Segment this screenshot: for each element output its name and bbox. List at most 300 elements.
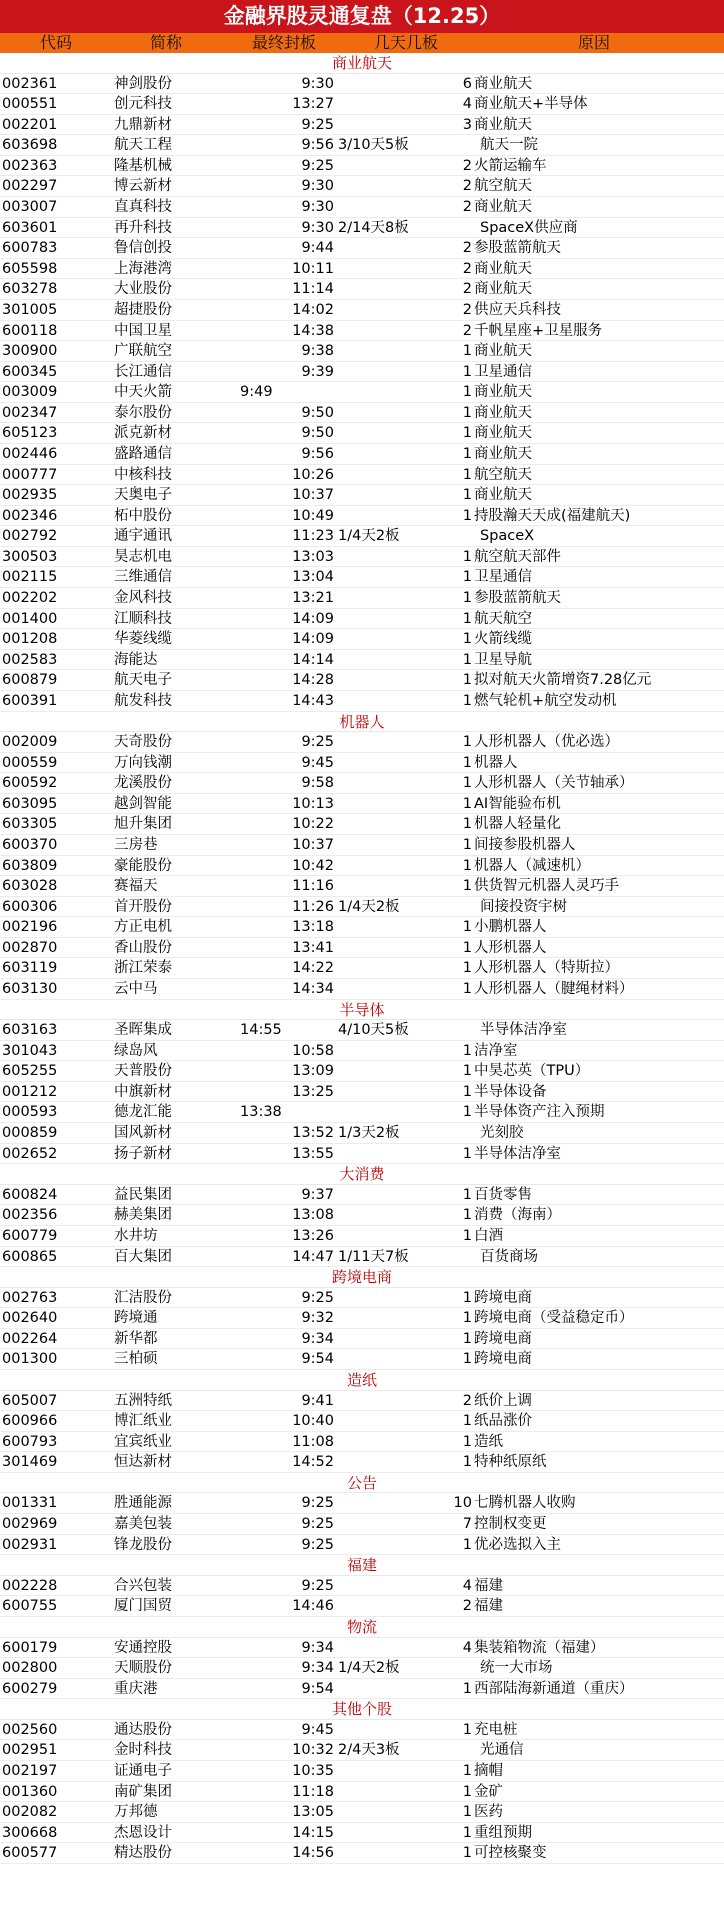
limit-up-time: 13:04 [292,569,334,586]
board-count: 3 [462,116,472,133]
stock-code: 600306 [2,898,58,915]
limit-up-time: 9:25 [301,1536,334,1553]
limit-up-time: 9:39 [301,363,334,380]
stock-code: 002446 [2,445,58,462]
stock-name: 豪能股份 [114,857,172,874]
limit-up-time: 10:42 [292,857,334,874]
table-row [0,1123,724,1144]
table-row [0,1843,724,1864]
stock-code: 603163 [2,1022,58,1039]
stock-code: 600345 [2,363,58,380]
board-count: 1 [462,1762,472,1779]
stock-name: 天奥电子 [114,487,172,504]
reason: 造纸 [474,1433,503,1450]
stock-code: 603698 [2,137,58,154]
reason: 持股瀚天天成(福建航天) [474,507,631,524]
reason: 半导体资产注入预期 [474,1104,605,1121]
stock-name: 百大集团 [114,1248,172,1265]
reason: 光通信 [480,1742,524,1759]
stock-code: 002009 [2,734,58,751]
stock-name: 精达股份 [114,1845,172,1862]
limit-up-time: 10:35 [292,1762,334,1779]
reason: 光刻胶 [480,1125,524,1142]
board-count: 6 [462,75,472,92]
table-row [0,897,724,918]
board-count: 1 [462,507,472,524]
stock-name: 恒达新材 [114,1454,172,1471]
board-count: 1 [462,445,472,462]
stock-name: 方正电机 [114,919,172,936]
limit-up-time: 10:32 [292,1742,334,1759]
board-count: 1 [462,816,472,833]
stock-code: 600966 [2,1413,58,1430]
reason: 金矿 [474,1783,503,1800]
table-row [0,382,724,403]
stock-name: 博云新材 [114,178,172,195]
stock-name: 三维通信 [114,569,172,586]
stock-code: 002196 [2,919,58,936]
stock-name: 通达股份 [114,1721,172,1738]
table-row [0,1349,724,1370]
table-row [0,1185,724,1206]
limit-up-time: 9:44 [301,240,334,257]
reason: 福建 [474,1598,503,1615]
board-count: 1 [462,631,472,648]
reason: AI智能验布机 [474,795,561,812]
stock-code: 002951 [2,1742,58,1759]
limit-up-time: 14:38 [292,322,334,339]
reason: 航空航天部件 [474,548,561,565]
stock-code: 002363 [2,157,58,174]
board-count: 1 [462,1783,472,1800]
reason: 跨境电商 [474,1351,532,1368]
limit-up-time: 9:25 [301,734,334,751]
reason: 火箭运输车 [474,157,547,174]
stock-name: 证通电子 [114,1762,172,1779]
table-row [0,156,724,177]
section-header: 大消费 [0,1164,724,1185]
table-row [0,238,724,259]
stock-name: 重庆港 [114,1680,158,1697]
stock-code: 600118 [2,322,58,339]
stock-code: 605255 [2,1063,58,1080]
stock-code: 002356 [2,1207,58,1224]
board-count: 1 [462,1063,472,1080]
table-row [0,1679,724,1700]
stock-code: 600179 [2,1639,58,1656]
stock-name: 德龙汇能 [114,1104,172,1121]
reason: 小鹏机器人 [474,919,547,936]
stock-name: 泰尔股份 [114,404,172,421]
board-count: 1 [462,1042,472,1059]
limit-up-time: 10:26 [292,466,334,483]
stock-name: 江顺科技 [114,610,172,627]
stock-code: 301005 [2,301,58,318]
limit-up-time: 9:25 [301,116,334,133]
stock-name: 旭升集团 [114,816,172,833]
board-count: 1 [462,1845,472,1862]
stock-code: 002800 [2,1660,58,1677]
reason: 航天航空 [474,610,532,627]
reason: 航空航天 [474,466,532,483]
reason: 参股蓝箭航天 [474,590,561,607]
reason: 航空航天 [474,178,532,195]
limit-up-time: 9:38 [301,343,334,360]
limit-up-time: 14:56 [292,1845,334,1862]
board-count: 2 [462,157,472,174]
board-count: 1 [462,1433,472,1450]
limit-up-time: 9:56 [301,137,334,154]
table-row [0,547,724,568]
board-count: 1 [462,1186,472,1203]
reason: 充电桩 [474,1721,518,1738]
stock-name: 杰恩设计 [114,1824,172,1841]
table-row [0,1596,724,1617]
stock-code: 605598 [2,260,58,277]
board-count: 2 [462,260,472,277]
stock-code: 600783 [2,240,58,257]
stock-code: 002560 [2,1721,58,1738]
stock-name: 创元科技 [114,96,172,113]
board-count: 1 [462,590,472,607]
board-count: 1 [462,404,472,421]
stock-name: 万邦德 [114,1804,158,1821]
reason: 商业航天 [474,384,532,401]
limit-up-time: 14:09 [292,610,334,627]
limit-up-time: 13:21 [292,590,334,607]
stock-code: 002361 [2,75,58,92]
stock-name: 柘中股份 [114,507,172,524]
table-row [0,629,724,650]
stock-name: 云中马 [114,981,158,998]
stock-name: 汇洁股份 [114,1289,172,1306]
board-count: 1 [462,692,472,709]
board-count: 1 [462,1824,472,1841]
table-row [0,1288,724,1309]
section-header: 半导体 [0,1000,724,1021]
table-row [0,1740,724,1761]
board-count: 1 [462,1330,472,1347]
table-row [0,1432,724,1453]
board-count: 1 [462,1454,472,1471]
table-row [0,1452,724,1473]
reason: 人形机器人（优必选） [474,734,619,751]
limit-up-time: 10:40 [292,1413,334,1430]
board-count: 1 [462,1536,472,1553]
reason: 消费（海南） [474,1207,561,1224]
table-row [0,259,724,280]
reason: 控制权变更 [474,1516,547,1533]
table-row [0,814,724,835]
stock-name: 派克新材 [114,425,172,442]
limit-up-time: 9:25 [301,1289,334,1306]
stock-name: 通宇通讯 [114,528,172,545]
reason: 医药 [474,1804,503,1821]
stock-code: 000859 [2,1125,58,1142]
reason: 西部陆海新通道（重庆） [474,1680,634,1697]
reason: 燃气轮机+航空发动机 [474,692,617,709]
reason: 商业航天 [474,116,532,133]
stock-code: 603305 [2,816,58,833]
board-count: 2 [462,199,472,216]
board-count: 2 [462,1392,472,1409]
stock-code: 001331 [2,1495,58,1512]
reason: 商业航天+半导体 [474,96,588,113]
stock-name: 龙溪股份 [114,775,172,792]
table-row [0,74,724,95]
board-count: 1 [462,651,472,668]
table-row [0,279,724,300]
limit-up-time: 9:30 [301,178,334,195]
table-row [0,670,724,691]
stock-code: 600865 [2,1248,58,1265]
limit-up-time: 14:52 [292,1454,334,1471]
stock-name: 天顺股份 [114,1660,172,1677]
header-boards: 几天几板 [373,33,438,52]
reason: 集装箱物流（福建） [474,1639,605,1656]
stock-code: 002264 [2,1330,58,1347]
table-row [0,876,724,897]
board-count: 1/11天7板 [338,1248,409,1265]
table-row [0,506,724,527]
limit-up-time: 10:58 [292,1042,334,1059]
stock-name: 天普股份 [114,1063,172,1080]
stock-code: 000551 [2,96,58,113]
reason: 机器人轻量化 [474,816,561,833]
stock-name: 胜通能源 [114,1495,172,1512]
table-row [0,218,724,239]
limit-up-time: 9:54 [301,1680,334,1697]
limit-up-time: 13:05 [292,1804,334,1821]
stock-name: 绿岛风 [114,1042,158,1059]
stock-code: 603095 [2,795,58,812]
stock-code: 002935 [2,487,58,504]
stock-name: 南矿集团 [114,1783,172,1800]
stock-name: 五洲特纸 [114,1392,172,1409]
stock-code: 603601 [2,219,58,236]
section-header: 其他个股 [0,1699,724,1720]
reason: 百货零售 [474,1186,532,1203]
table-row [0,1514,724,1535]
limit-up-time: 13:18 [292,919,334,936]
reason: SpaceX [480,528,535,545]
stock-code: 600279 [2,1680,58,1697]
board-count: 1/4天2板 [338,528,400,545]
limit-up-time: 14:28 [292,672,334,689]
limit-up-time: 9:25 [301,1495,334,1512]
stock-code: 000559 [2,754,58,771]
limit-up-time: 14:55 [240,1022,282,1039]
stock-name: 航天电子 [114,672,172,689]
board-count: 7 [462,1516,472,1533]
stock-name: 锋龙股份 [114,1536,172,1553]
table-row [0,1761,724,1782]
reason: 优必选拟入主 [474,1536,561,1553]
board-count: 1 [462,569,472,586]
limit-up-time: 11:14 [292,281,334,298]
reason: 跨境电商 [474,1289,532,1306]
stock-name: 合兴包装 [114,1577,172,1594]
reason: 机器人 [474,754,518,771]
limit-up-time: 9:25 [301,1577,334,1594]
table-row [0,1782,724,1803]
limit-up-time: 10:13 [292,795,334,812]
board-count: 1 [462,1104,472,1121]
board-count: 1 [462,857,472,874]
stock-code: 300668 [2,1824,58,1841]
table-row [0,1020,724,1041]
header-reason: 原因 [577,33,610,52]
stock-name: 超捷股份 [114,301,172,318]
table-row [0,1576,724,1597]
limit-up-time: 9:30 [301,199,334,216]
board-count: 1 [462,734,472,751]
table-row [0,794,724,815]
board-count: 1 [462,878,472,895]
limit-up-time: 9:45 [301,754,334,771]
table-row [0,1061,724,1082]
table-row [0,773,724,794]
limit-up-time: 14:09 [292,631,334,648]
header-code: 代码 [39,33,72,52]
board-count: 1 [462,1083,472,1100]
stock-code: 001212 [2,1083,58,1100]
stock-name: 扬子新材 [114,1145,172,1162]
reason: 纸品涨价 [474,1413,532,1430]
stock-code: 002346 [2,507,58,524]
reason: 半导体设备 [474,1083,547,1100]
table-row [0,1391,724,1412]
table-row [0,94,724,115]
stock-code: 600793 [2,1433,58,1450]
table-row [0,917,724,938]
limit-up-time: 13:08 [292,1207,334,1224]
reason: 卫星通信 [474,363,532,380]
board-count: 2 [462,178,472,195]
table-row [0,650,724,671]
reason: 卫星导航 [474,651,532,668]
board-count: 1 [462,1227,472,1244]
stock-name: 中国卫星 [114,322,172,339]
table-body [0,53,724,1864]
stock-code: 003007 [2,199,58,216]
stock-code: 002792 [2,528,58,545]
board-count: 1 [462,610,472,627]
stock-name: 航发科技 [114,692,172,709]
stock-name: 圣晖集成 [114,1022,172,1039]
table-row [0,485,724,506]
stock-code: 001208 [2,631,58,648]
limit-up-time: 9:49 [240,384,273,401]
stock-name: 盛路通信 [114,445,172,462]
stock-code: 002583 [2,651,58,668]
reason: 重组预期 [474,1824,532,1841]
table-row [0,444,724,465]
table-row [0,403,724,424]
limit-up-time: 9:32 [301,1310,334,1327]
stock-code: 002202 [2,590,58,607]
stock-name: 赛福天 [114,878,158,895]
table-row [0,1082,724,1103]
limit-up-time: 10:37 [292,487,334,504]
limit-up-time: 9:41 [301,1392,334,1409]
board-count: 2 [462,281,472,298]
reason: 跨境电商（受益稳定币） [474,1310,634,1327]
table-row [0,1638,724,1659]
stock-code: 000777 [2,466,58,483]
stock-name: 三房巷 [114,836,158,853]
stock-code: 002870 [2,939,58,956]
board-count: 3/10天5板 [338,137,409,154]
board-count: 1 [462,425,472,442]
table-row [0,732,724,753]
stock-code: 600755 [2,1598,58,1615]
table-row [0,753,724,774]
table-row [0,423,724,444]
table-row [0,835,724,856]
limit-up-time: 14:47 [292,1248,334,1265]
limit-up-time: 13:03 [292,548,334,565]
stock-name: 隆基机械 [114,157,172,174]
reason: 半导体洁净室 [480,1022,567,1039]
reason: 千帆星座+卫星服务 [474,322,603,339]
limit-up-time: 10:49 [292,507,334,524]
board-count: 1 [462,1804,472,1821]
limit-up-time: 9:34 [301,1639,334,1656]
limit-up-time: 11:23 [292,528,334,545]
reason: 火箭线缆 [474,631,532,648]
table-row [0,938,724,959]
limit-up-time: 11:26 [292,898,334,915]
board-count: 4 [462,1639,472,1656]
board-count: 1 [462,836,472,853]
board-count: 1 [462,939,472,956]
stock-name: 安通控股 [114,1639,172,1656]
stock-name: 天奇股份 [114,734,172,751]
stock-name: 神剑股份 [114,75,172,92]
stock-name: 博汇纸业 [114,1413,172,1430]
table-row [0,1658,724,1679]
stock-name: 九鼎新材 [114,116,172,133]
section-header: 物流 [0,1617,724,1638]
board-count: 1 [462,363,472,380]
stock-name: 海能达 [114,651,158,668]
stock-code: 301469 [2,1454,58,1471]
board-count: 1 [462,466,472,483]
limit-up-time: 11:08 [292,1433,334,1450]
stock-name: 金时科技 [114,1742,172,1759]
stock-code: 002228 [2,1577,58,1594]
table-row [0,197,724,218]
reason: 福建 [474,1577,503,1594]
reason: 人形机器人（腱绳材料） [474,981,634,998]
table-row [0,1720,724,1741]
stock-name: 金风科技 [114,590,172,607]
reason: 间接参股机器人 [474,836,576,853]
table-row [0,588,724,609]
table-row [0,1823,724,1844]
stock-name: 三柏硕 [114,1351,158,1368]
stock-name: 宜宾纸业 [114,1433,172,1450]
limit-up-time: 9:37 [301,1186,334,1203]
reason: 人形机器人 [474,939,547,956]
stock-code: 002652 [2,1145,58,1162]
section-header: 跨境电商 [0,1267,724,1288]
table-row [0,176,724,197]
table-row [0,1144,724,1165]
table-row [0,135,724,156]
stock-name: 中旗新材 [114,1083,172,1100]
